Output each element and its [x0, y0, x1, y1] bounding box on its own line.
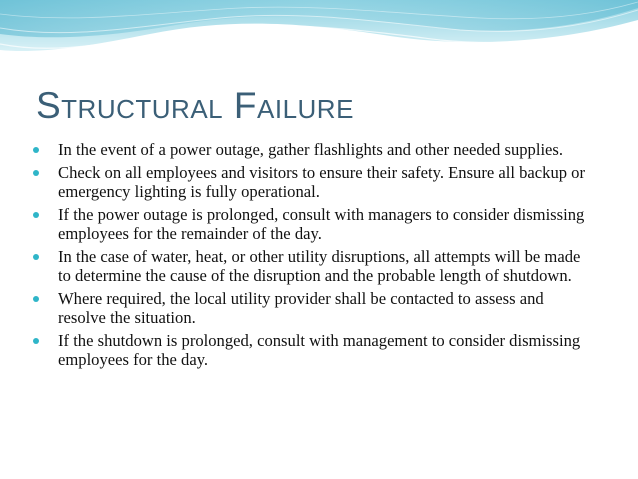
bullet-item — [30, 205, 590, 244]
bullet-text: If the power outage is prolonged, consult with managers to consider dismissing employees for the remainder of the day. — [58, 204, 585, 243]
bullet-item — [30, 163, 590, 202]
slide-title: Structural Failure — [36, 85, 354, 126]
bullet-item — [30, 247, 590, 286]
bullet-dot-icon — [33, 296, 39, 302]
bullet-text: Check on all employees and visitors to ensure their safety. Ensure all backup or emergency lighting is fully operational. — [58, 162, 586, 201]
bullet-dot-icon — [33, 338, 39, 344]
bullet-text: If the shutdown is prolonged, consult with management to consider dismissing employees for the day. — [58, 330, 581, 369]
bullet-item — [30, 140, 590, 160]
bullet-text: In the case of water, heat, or other utility disruptions, all attempts will be made to determine the cause of the disruption and the probable length of shutdown. — [58, 246, 581, 285]
bullet-text: In the event of a power outage, gather flashlights and other needed supplies. — [58, 140, 564, 159]
bullet-item — [30, 331, 590, 370]
bullet-list — [30, 140, 590, 373]
bullet-item — [30, 289, 590, 328]
bullet-dot-icon — [33, 212, 39, 218]
header-wave-decoration — [0, 0, 638, 70]
bullet-dot-icon — [33, 170, 39, 176]
bullet-dot-icon — [33, 147, 39, 153]
bullet-text: Where required, the local utility provider shall be contacted to assess and resolve the situation. — [58, 288, 544, 327]
bullet-dot-icon — [33, 254, 39, 260]
